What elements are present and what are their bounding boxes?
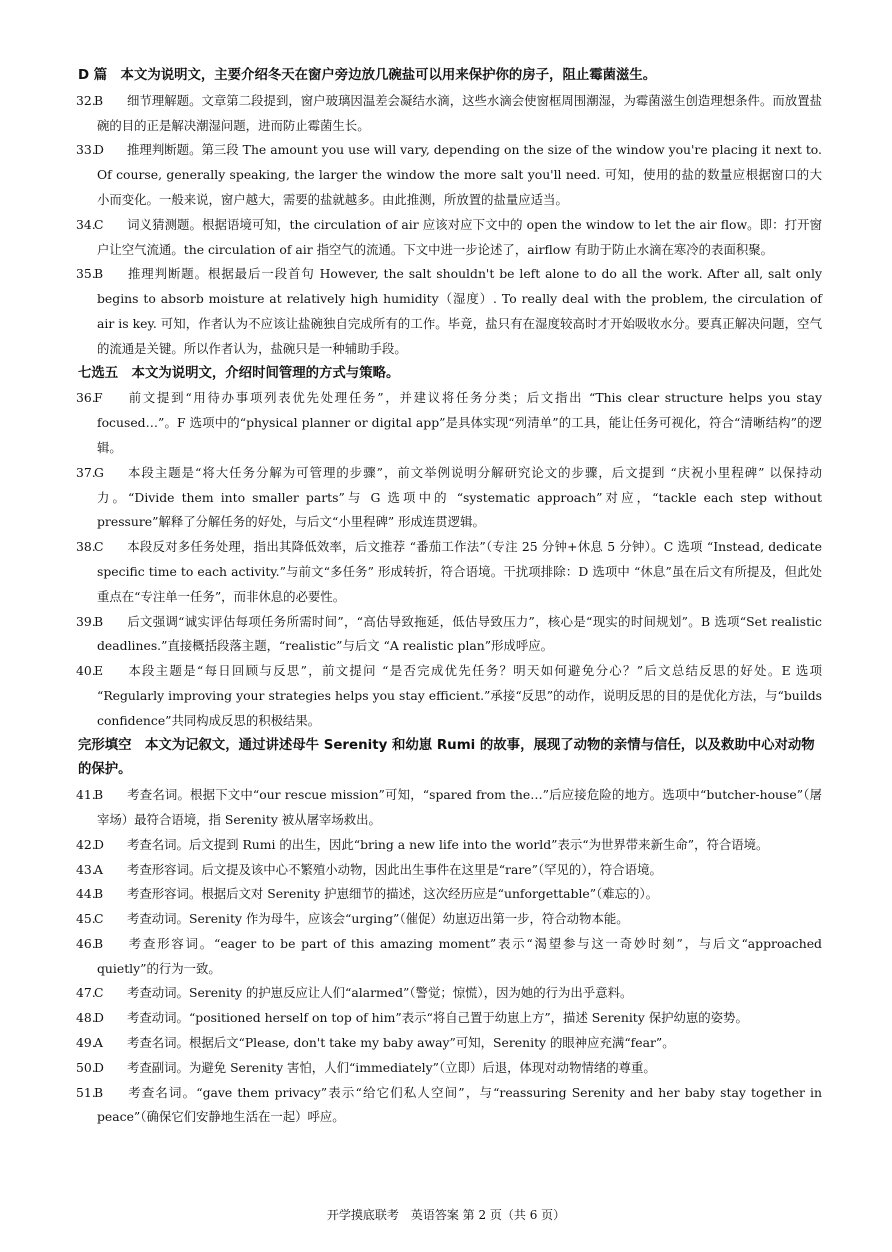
answer-page — [76, 64, 822, 1130]
explanation: 考查形容词。根据后文对 Serenity 护崽细节的描述，这次经历应是“unforgettable”（难忘的）。 — [127, 886, 659, 902]
explanation: 推理判断题。根据最后一段首句 However, the salt shouldn't be left alone to do all the work. After all, salt only begins to absorb moisture at relatively high humidity（湿度）. To really deal with the problem, the circulation of air is key. 可知，作者认为不应该让盐碗独自完成所有的工作。毕竟，盐只有在湿度较高时才开始吸收水分。要真正解决问题，空气的流通是关键。所以作者认为，盐碗只是一种辅助手段。 — [97, 266, 822, 356]
answer-letter: C — [94, 911, 104, 927]
answer-item-43 — [76, 858, 822, 883]
question-number: 37. — [76, 464, 96, 480]
answer-letter: D — [94, 142, 104, 158]
section-cloze — [76, 734, 822, 1131]
answer-letter: F — [94, 390, 103, 406]
question-number: 34. — [76, 216, 96, 232]
answer-item-47 — [76, 981, 822, 1006]
answer-letter: B — [94, 1084, 104, 1100]
answer-letter: C — [94, 216, 104, 232]
answer-letter: A — [94, 1035, 103, 1051]
explanation: 本段主题是“每日回顾与反思”，前文提问 “是否完成优先任务？明天如何避免分心？”后文总结反思的好处。E 选项 “Regularly improving your strategies helps you stay efficient.”承接“反思”的动作，说明反思的目的是优化方法，与“builds confidence”共同构成反思的积极结果。 — [97, 663, 822, 728]
explanation: 考查动词。Serenity 作为母牛，应该会“urging”（催促）幼崽迈出第一步，符合动物本能。 — [127, 911, 629, 927]
question-number: 50. — [76, 1059, 96, 1075]
question-number: 47. — [76, 985, 96, 1001]
question-number: 46. — [76, 935, 96, 951]
answer-item-37 — [76, 461, 822, 535]
answer-item-36 — [76, 386, 822, 460]
explanation: 考查名词。“gave them privacy”表示“给它们私人空间”，与“reassuring Serenity and her baby stay together in peace”（确保它们安静地生活在一起）呼应。 — [97, 1084, 822, 1125]
answer-item-49 — [76, 1031, 822, 1056]
section-seven-choose-five — [76, 362, 822, 734]
question-number: 44. — [76, 886, 96, 902]
explanation: 词义猜测题。根据语境可知，the circulation of air 应该对应下文中的 open the window to let the air flow。即：打开窗户让空气流通。the circulation of air 指空气的流通。下文中进一步论述了，airflow 有助于防止水滴在寒冷的表面积聚。 — [97, 216, 822, 257]
answer-item-32 — [76, 89, 822, 139]
answer-item-45 — [76, 907, 822, 932]
question-number: 48. — [76, 1010, 96, 1026]
answer-item-35 — [76, 262, 822, 361]
answer-letter: C — [94, 985, 104, 1001]
answer-item-42 — [76, 833, 822, 858]
question-number: 40. — [76, 663, 96, 679]
answer-item-39 — [76, 610, 822, 660]
answer-letter: D — [94, 1059, 104, 1075]
explanation: 本段反对多任务处理，指出其降低效率，后文推荐 “番茄工作法”（专注 25 分钟+休息 5 分钟）。C 选项 “Instead, dedicate specific time to each activity.”与前文“多任务” 形成转折，符合语境。干扰项排除：D 选项中 “休息”虽在后文有所提及，但此处重点在“专注单一任务”，而非休息的必要性。 — [97, 539, 822, 604]
answer-item-51 — [76, 1081, 822, 1131]
explanation: 推理判断题。第三段 The amount you use will vary, depending on the size of the window you're placing it next to. Of course, generally speaking, the larger the window the more salt you'll need. 可知，使用的盐的数量应根据窗口的大小而变化。一般来说，窗户越大，需要的盐就越多。由此推测，所放置的盐量应适当。 — [97, 142, 822, 207]
section-heading: D 篇 本文为说明文，主要介绍冬天在窗户旁边放几碗盐可以用来保护你的房子，阻止霉菌滋生。 — [78, 68, 657, 83]
answer-letter: B — [94, 613, 104, 629]
answer-letter: A — [94, 861, 103, 877]
question-number: 43. — [76, 861, 96, 877]
answer-item-38 — [76, 535, 822, 609]
explanation: 本段主题是“将大任务分解为可管理的步骤”，前文举例说明分解研究论文的步骤，后文提到 “庆祝小里程碑” 以保持动力。“Divide them into smaller parts”与 G 选项中的 “systematic approach”对应，“tackle each step without pressure”解释了分解任务的好处，与后文“小里程碑” 形成连贯逻辑。 — [97, 464, 822, 530]
answer-letter: B — [94, 266, 104, 282]
section-heading: 七选五 本文为说明文，介绍时间管理的方式与策略。 — [78, 365, 400, 381]
question-number: 51. — [76, 1084, 96, 1100]
question-number: 45. — [76, 911, 96, 927]
answer-item-44 — [76, 882, 822, 907]
explanation: 前文提到“用待办事项列表优先处理任务”，并建议将任务分类；后文指出 “This clear structure helps you stay focused…”。F 选项中的“physical planner or digital app”是具体实现“列清单”的工具，能让任务可视化，符合“清晰结构”的逻辑。 — [97, 390, 822, 455]
question-number: 42. — [76, 836, 96, 852]
page-footer: 开学摸底联考 英语答案 第 2 页（共 6 页） — [326, 1208, 566, 1222]
explanation: 考查名词。根据下文中“our rescue mission”可知，“spared from the…”后应接危险的地方。选项中“butcher-house”（屠宰场）最符合语境，指 Serenity 被从屠宰场救出。 — [97, 787, 822, 827]
question-number: 41. — [76, 787, 96, 803]
question-number: 33. — [76, 142, 96, 158]
answer-item-46 — [76, 932, 822, 982]
answer-item-48 — [76, 1006, 822, 1031]
answer-item-50 — [76, 1056, 822, 1081]
explanation: 考查形容词。后文提及该中心不繁殖小动物，因此出生事件在这里是“rare”（罕见的），符合语境。 — [127, 861, 662, 877]
answer-letter: E — [94, 663, 104, 679]
explanation: 考查动词。Serenity 的护崽反应让人们“alarmed”（警觉；惊慌），因为她的行为出乎意料。 — [127, 985, 633, 1001]
section-heading: 完形填空 本文为记叙文，通过讲述母牛 Serenity 和幼崽 Rumi 的故事，展现了动物的亲情与信任，以及救助中心对动物的保护。 — [78, 737, 815, 778]
answer-letter: C — [94, 539, 104, 555]
question-number: 32. — [76, 92, 96, 108]
answer-letter: B — [94, 92, 104, 108]
explanation: 考查名词。根据后文“Please, don't take my baby away”可知，Serenity 的眼神应充满“fear”。 — [127, 1035, 675, 1051]
answer-item-33 — [76, 138, 822, 212]
question-number: 39. — [76, 613, 96, 629]
answer-letter: D — [94, 1010, 104, 1026]
explanation: 考查形容词。“eager to be part of this amazing moment”表示“渴望参与这一奇妙时刻”，与后文“approached quietly”的行为一致。 — [97, 935, 822, 976]
section-reading-d — [76, 64, 822, 362]
answer-letter: B — [94, 935, 104, 951]
answer-item-40 — [76, 659, 822, 733]
answer-item-34 — [76, 213, 822, 263]
question-number: 38. — [76, 539, 96, 555]
question-number: 35. — [76, 266, 96, 282]
answer-letter: G — [94, 464, 104, 480]
explanation: 细节理解题。文章第二段提到，窗户玻璃因温差会凝结水滴，这些水滴会使窗框周围潮湿，为霉菌滋生创造理想条件。而放置盐碗的目的正是解决潮湿问题，进而防止霉菌生长。 — [97, 92, 822, 133]
explanation: 考查副词。为避免 Serenity 害怕，人们“immediately”（立即）后退，体现对动物情绪的尊重。 — [127, 1059, 656, 1075]
answer-letter: B — [94, 787, 104, 803]
explanation: 考查名词。后文提到 Rumi 的出生，因此“bring a new life into the world”表示“为世界带来新生命”，符合语境。 — [127, 836, 769, 852]
explanation: 后文强调“诚实评估每项任务所需时间”，“高估导致拖延，低估导致压力”，核心是“现实的时间规划”。B 选项“Set realistic deadlines.”直接概括段落主题，“realistic”与后文 “A realistic plan”形成呼应。 — [97, 613, 822, 654]
answer-letter: B — [94, 886, 104, 902]
question-number: 36. — [76, 390, 96, 406]
answer-item-41 — [76, 783, 822, 833]
explanation: 考查动词。“positioned herself on top of him”表示“将自己置于幼崽上方”，描述 Serenity 保护幼崽的姿势。 — [127, 1010, 748, 1026]
answer-letter: D — [94, 836, 104, 852]
question-number: 49. — [76, 1035, 96, 1051]
